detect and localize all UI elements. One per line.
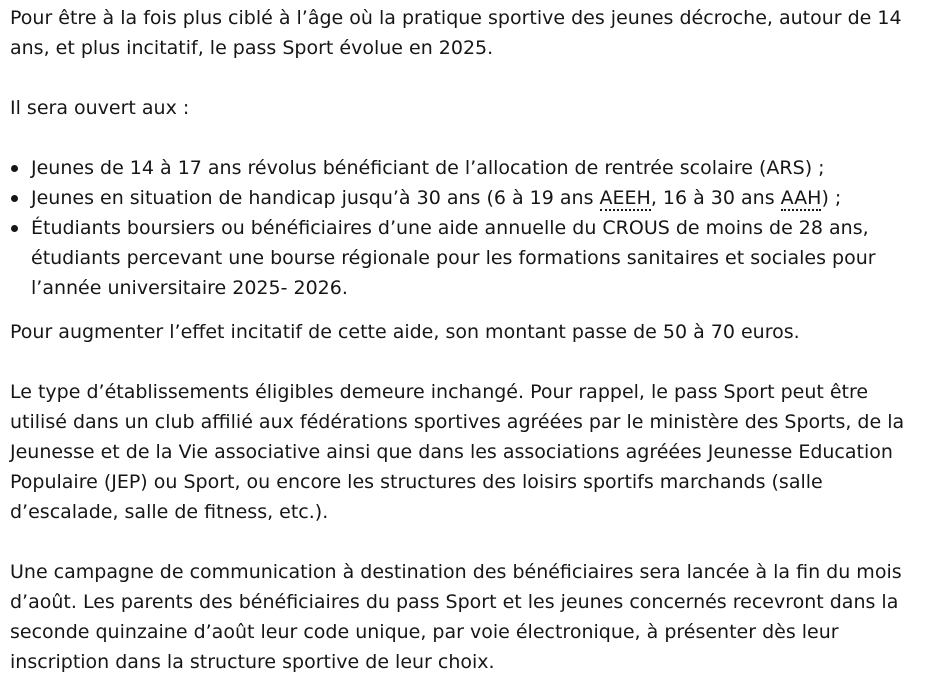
bullet-dot-icon (11, 165, 18, 172)
paragraph-gap (10, 123, 916, 153)
bullet-dot-icon (11, 225, 18, 232)
amount-paragraph: Pour augmenter l’effet incitatif de cette aide, son montant passe de 50 à 70 euros. (10, 321, 800, 343)
list-item (10, 183, 916, 213)
intro-paragraph: Pour être à la fois plus ciblé à l’âge où la pratique sportive des jeunes décroche, autour de 14 ans, et plus incitatif, le pass Sport évolue en 2025. (10, 7, 902, 59)
open-to-paragraph: Il sera ouvert aux : (10, 97, 190, 119)
paragraph-gap (10, 527, 916, 557)
campaign-paragraph: Une campagne de communication à destination des bénéficiaires sera lancée à la fin du mois d’août. Les parents des bénéficiaires du pass Sport et les jeunes concernés recevront dans la seconde quinzaine d’août leur code unique, par voie électronique, à présenter dès leur inscription dans la structure sportive de leur choix. (10, 561, 902, 673)
list-item-text-middle: , 16 à 30 ans (650, 187, 781, 209)
aah-abbreviation[interactable]: AAH (780, 187, 822, 209)
establishments-paragraph: Le type d’établissements éligibles demeure inchangé. Pour rappel, le pass Sport peut être utilisé dans un club affilié aux fédérations sportives agréées par le ministère des Sports, de la Jeunesse et de la Vie associative ainsi que dans les associations agréées Jeunesse Education Populaire (JEP) ou Sport, ou encore les structures des loisirs sportifs marchands (salle d’escalade, salle de fitness, etc.). (10, 381, 905, 523)
list-item-text-start: Jeunes en situation de handicap jusqu’à 30 ans (6 à 19 ans (31, 187, 600, 209)
eligibility-list (10, 153, 916, 303)
list-item-text: Jeunes de 14 à 17 ans révolus bénéficiant de l’allocation de rentrée scolaire (ARS) ; (31, 157, 825, 179)
paragraph-gap (10, 347, 916, 377)
paragraph-gap (10, 63, 916, 93)
list-gap (10, 303, 916, 317)
list-item-text-end: ) ; (821, 187, 842, 209)
list-item-text: Étudiants boursiers ou bénéficiaires d’une aide annuelle du CROUS de moins de 28 ans, étudiants percevant une bourse régionale pour les formations sanitaires et sociales pour l’année universitaire 2025- 2026. (31, 217, 876, 299)
aeeh-abbreviation[interactable]: AEEH (599, 187, 651, 209)
list-item (10, 213, 916, 303)
bullet-dot-icon (11, 195, 18, 202)
list-item (10, 153, 916, 183)
